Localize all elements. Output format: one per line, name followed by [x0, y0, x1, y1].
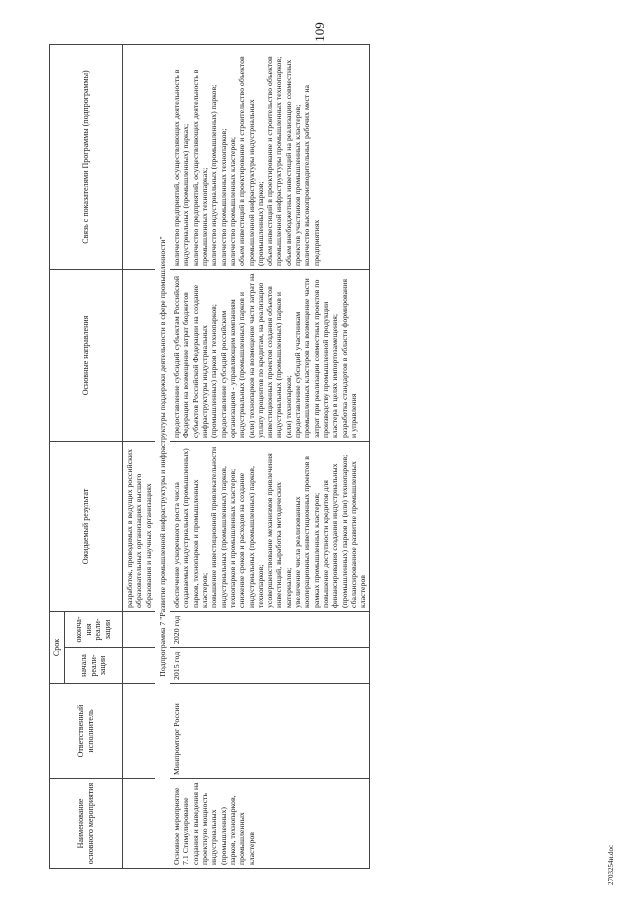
indicator-line: количество промышленных кластеров; [227, 136, 237, 266]
file-name: 2703254и.doc [607, 844, 615, 886]
result-line: повышение инвестиционной привлекательности индустриальных (промышленных) парков, технопарков и промышленных кластеров; [209, 446, 237, 608]
measure-directions [170, 269, 370, 441]
result-line: сбалансированное развитие промышленных кластеров [348, 461, 368, 608]
indicator-line: количество предприятий, осуществляющих деятельность в промышленных технопарках; [190, 69, 210, 266]
subprogram-row [155, 44, 170, 868]
indicator-line: объем внебюджетных инвестиций на реализацию совместных проектов участников промышленных кластеров; [283, 59, 303, 266]
measure-end: 2020 год [170, 611, 370, 647]
document-footer [596, 835, 626, 895]
continuation-text: разработок, проводимых в ведущих российских образовательных организациях высшего образования и научных организациях [123, 441, 155, 611]
table-row [170, 44, 370, 868]
measure-result [170, 441, 370, 611]
header-link: Связь с показателями Программы (подпрограммы) [50, 44, 123, 269]
page-number-text: 109 [312, 22, 327, 42]
result-line: снижение сроков и расходов на создание индустриальных (промышленных) парков, технопарков; [237, 466, 265, 608]
result-line: повышение доступности кредитов для финансирования создания индустриальных (промышленных) парков и (или) технопарков; [320, 454, 349, 608]
table-header [50, 44, 123, 868]
measure-name: Основное мероприятие 7.1 Стимулирование создания и выведения на проектную мощность индустриальных (промышленных) парков, технопарков, промышленных кластеров [170, 779, 370, 869]
header-name: Наименование основного мероприятия [50, 779, 123, 869]
direction-line: разработка стандартов в области формирования и управления [339, 279, 358, 438]
indicator-line: объем инвестиций в проектирование и строительство объектов промышленной инфраструктуры промышленных технопарков; [265, 56, 284, 266]
header-end: оконча-ния реали-зации [64, 611, 122, 647]
measure-executor: Минпромторг России [170, 684, 370, 779]
header-result: Ожидаемый результат [50, 441, 123, 611]
direction-line: предоставление субсидий субъектам Российской Федерации на возмещение затрат бюджетов субъектов Российской Федерации на создание инфраструктуры индустриальных (промышленных) парков и технопарков; [172, 275, 219, 438]
rotated-page-area [49, 45, 569, 869]
indicator-line: количество промышленных технопарков; [218, 128, 228, 266]
result-line: увеличение числа реализованных кооперационных инвестиционных проектов в рамках промышленных кластеров; [293, 456, 321, 608]
header-term: Срок [50, 611, 65, 683]
indicator-line: количество индустриальных (промышленных) парков; [209, 84, 219, 266]
result-line: усовершенствование механизмов привлечения инвестиций, выработка методических материалов; [265, 453, 293, 608]
program-table-sheet [49, 45, 569, 869]
measure-start: 2015 год [170, 648, 370, 684]
continuation-row [123, 44, 155, 868]
header-executor: Ответственный исполнитель [50, 684, 123, 779]
header-start: начала реали-зации [64, 648, 122, 684]
direction-line: предоставление субсидий российским организациям - управляющим компаниям индустриальных (промышленных) парков и (или) технопарков на возмещение части затрат на уплату процентов по кредитам, на реализацию инвестиционных проектов создания объектов индустриальных (промышленных) парков и (или) технопарков; [218, 273, 293, 438]
indicator-line: количество высокопроизводительных рабочих мест на предприятиях [302, 85, 321, 266]
measure-indicators [170, 44, 370, 269]
indicator-line: количество предприятий, осуществляющих деятельность в индустриальных (промышленных) парках; [172, 69, 191, 266]
header-directions: Основные направления [50, 269, 123, 441]
direction-line: предоставление субсидий участникам промышленных кластеров на возмещение части затрат при реализации совместных проектов по производству промышленной продукции кластера в целях импортозамещения; [293, 278, 340, 438]
subprogram-title: Подпрограмма 7 "Развитие промышленной инфраструктуры и инфраструктуры поддержки деятельности в сфере промышленности" [155, 44, 170, 868]
program-table [49, 44, 370, 869]
result-line: обеспечение ускоренного роста числа создаваемых индустриальных (промышленных) парков, технопарков и промышленных кластеров; [172, 448, 210, 608]
indicator-line: объем инвестиций в проектирование и строительство объектов промышленной инфраструктуры индустриальных (промышленных) парков; [237, 56, 265, 266]
